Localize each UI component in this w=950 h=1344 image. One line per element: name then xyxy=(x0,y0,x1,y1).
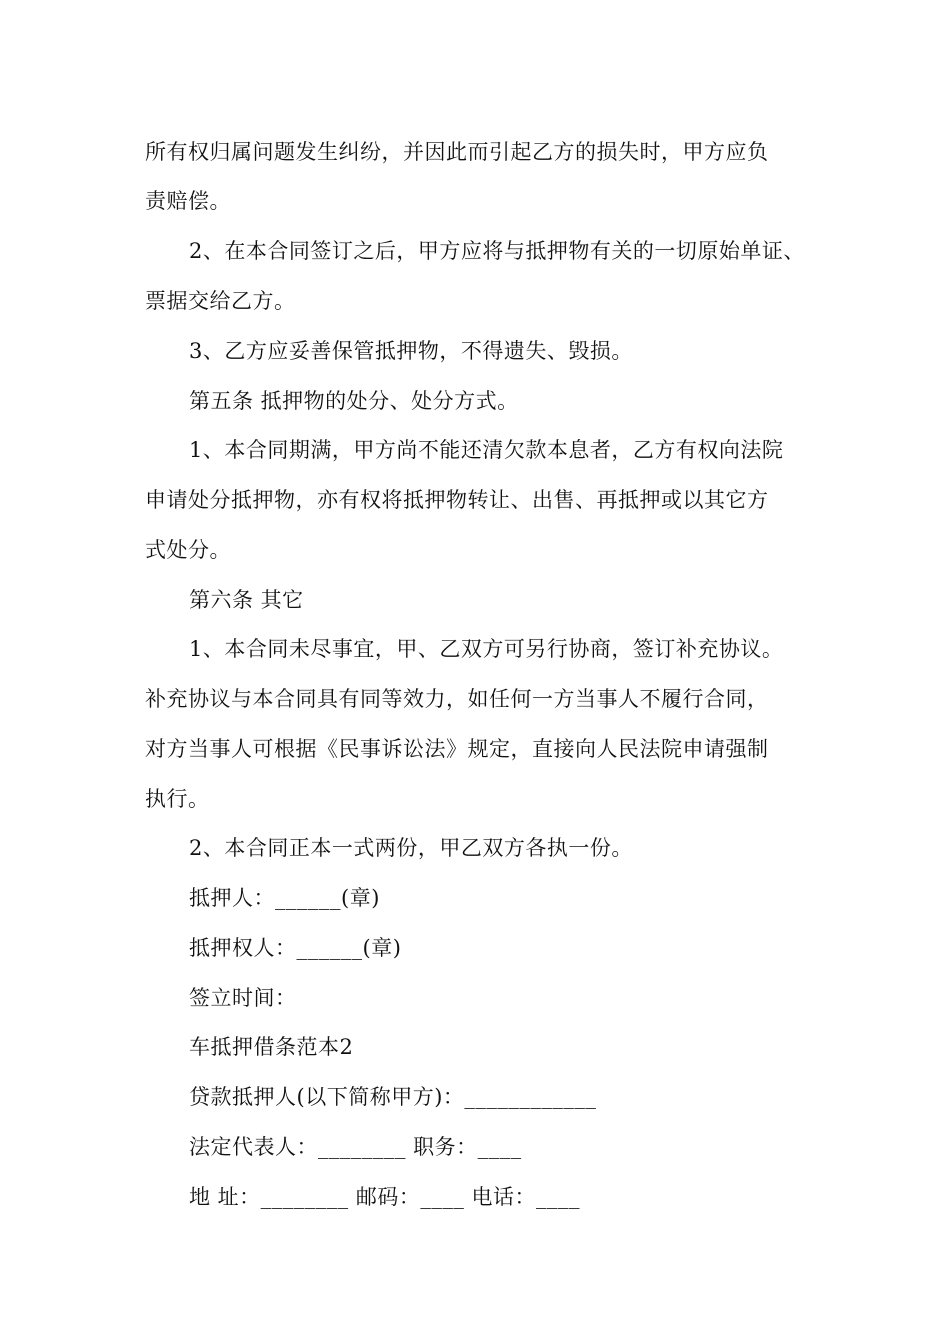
legal-representative-field: 法定代表人：________ 职务：____ xyxy=(189,1135,522,1159)
paragraph-line: 3、乙方应妥善保管抵押物，不得遗失、毁损。 xyxy=(189,339,633,363)
paragraph-line: 1、本合同期满，甲方尚不能还清欠款本息者，乙方有权向法院 xyxy=(189,438,784,462)
paragraph-line: 票据交给乙方。 xyxy=(145,289,296,313)
paragraph-line: 所有权归属问题发生纠纷，并因此而引起乙方的损失时，甲方应负 xyxy=(145,140,769,164)
address-field: 地 址：________ 邮码：____ 电话：____ xyxy=(189,1185,581,1209)
paragraph-line: 2、在本合同签订之后，甲方应将与抵押物有关的一切原始单证、 xyxy=(189,239,805,263)
section-heading: 第六条 其它 xyxy=(189,588,304,612)
signing-date-field: 签立时间： xyxy=(189,986,297,1010)
section-heading: 第五条 抵押物的处分、处分方式。 xyxy=(189,389,519,413)
signature-field-mortgagor: 抵押人：______(章) xyxy=(189,886,380,910)
paragraph-line: 对方当事人可根据《民事诉讼法》规定，直接向人民法院申请强制 xyxy=(145,737,769,761)
paragraph-line: 执行。 xyxy=(145,787,210,811)
paragraph-line: 1、本合同未尽事宜，甲、乙双方可另行协商，签订补充协议。 xyxy=(189,637,784,661)
paragraph-line: 申请处分抵押物，亦有权将抵押物转让、出售、再抵押或以其它方 xyxy=(145,488,769,512)
borrower-field: 贷款抵押人(以下简称甲方)：____________ xyxy=(189,1085,597,1109)
paragraph-line: 补充协议与本合同具有同等效力，如任何一方当事人不履行合同， xyxy=(145,687,769,711)
paragraph-line: 责赔偿。 xyxy=(145,189,231,213)
paragraph-line: 2、本合同正本一式两份，甲乙双方各执一份。 xyxy=(189,836,633,860)
paragraph-line: 式处分。 xyxy=(145,538,231,562)
signature-field-mortgagee: 抵押权人：______(章) xyxy=(189,936,402,960)
document-subtitle: 车抵押借条范本2 xyxy=(189,1035,354,1059)
